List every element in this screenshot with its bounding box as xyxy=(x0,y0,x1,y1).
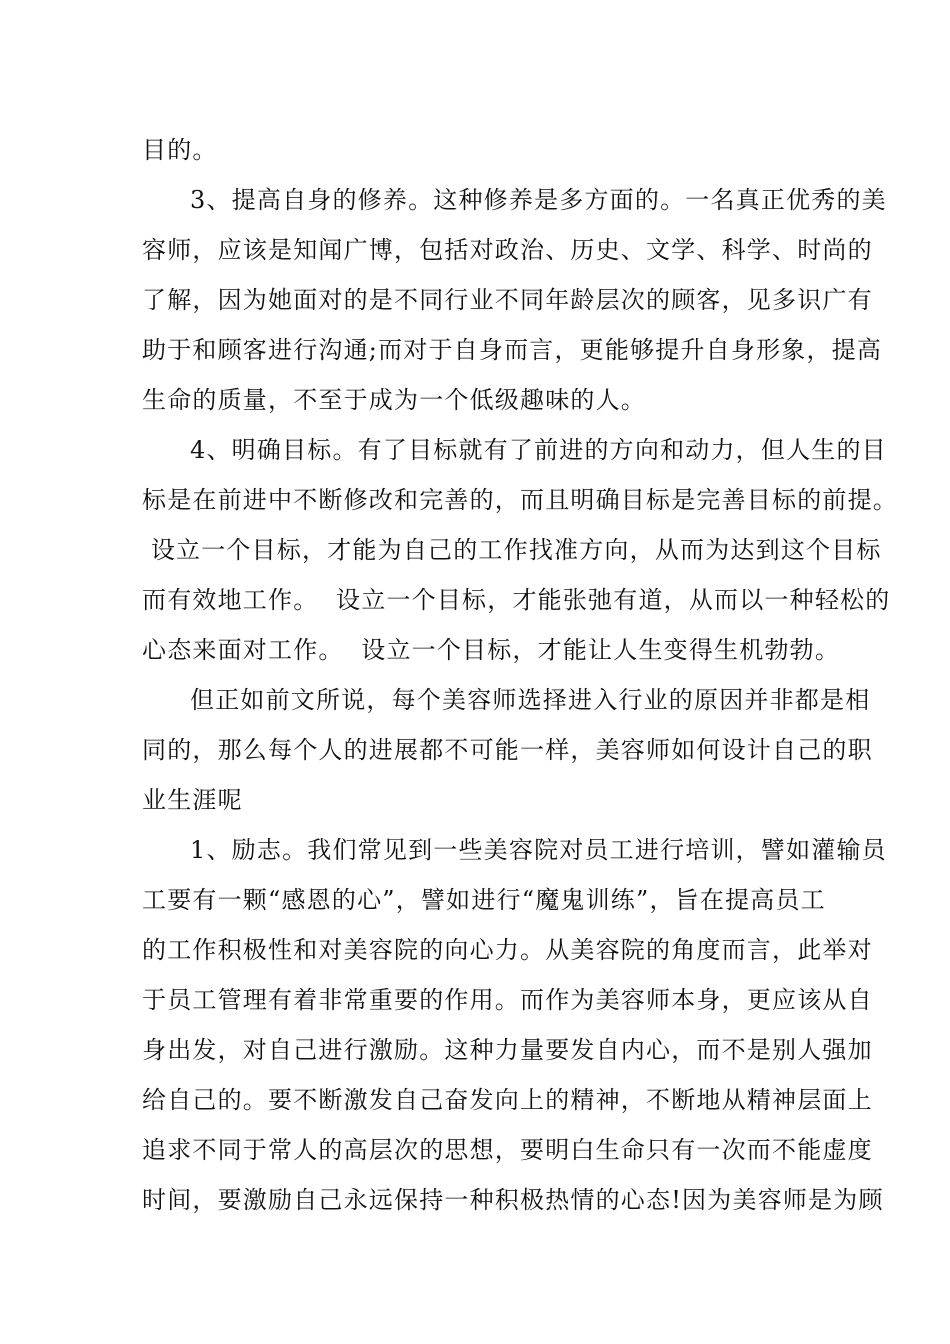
text-line: 助于和顾客进行沟通;而对于自身而言，更能够提升自身形象，提高 xyxy=(142,336,883,364)
text-line: 4、明确目标。有了目标就有了前进的方向和动力，但人生的目 xyxy=(190,436,887,464)
text-line: 生命的质量，不至于成为一个低级趣味的人。 xyxy=(142,386,646,414)
text-line: 时间，要激励自己永远保持一种积极热情的心态!因为美容师是为顾 xyxy=(142,1186,884,1214)
text-line: 目的。 xyxy=(142,136,218,164)
text-line: 的工作积极性和对美容院的向心力。从美容院的角度而言，此举对 xyxy=(142,936,873,964)
text-line: 工要有一颗“感恩的心”，譬如进行“魔鬼训练”，旨在提高员工 xyxy=(142,886,826,914)
text-line: 但正如前文所说，每个美容师选择进入行业的原因并非都是相 xyxy=(190,686,871,714)
text-line: 1、励志。我们常见到一些美容院对员工进行培训，譬如灌输员 xyxy=(190,836,887,864)
text-line: 容师，应该是知闻广博，包括对政治、历史、文学、科学、时尚的 xyxy=(142,236,873,264)
text-line: 身出发，对自己进行激励。这种力量要发自内心，而不是别人强加 xyxy=(142,1036,873,1064)
text-line: 追求不同于常人的高层次的思想，要明白生命只有一次而不能虚度 xyxy=(142,1136,873,1164)
text-line: 了解，因为她面对的是不同行业不同年龄层次的顾客，见多识广有 xyxy=(142,286,873,314)
text-line: 同的，那么每个人的进展都不可能一样，美容师如何设计自己的职 xyxy=(142,736,873,764)
text-line: 3、提高自身的修养。这种修养是多方面的。一名真正优秀的美 xyxy=(190,186,887,214)
text-line: 标是在前进中不断修改和完善的，而且明确目标是完善目标的前提。 xyxy=(142,486,898,514)
text-line: 给自己的。要不断激发自己奋发向上的精神，不断地从精神层面上 xyxy=(142,1086,873,1114)
text-line: 而有效地工作。 设立一个目标，才能张弛有道，从而以一种轻松的 xyxy=(142,586,891,614)
text-line: 业生涯呢 xyxy=(142,786,243,814)
text-line: 设立一个目标，才能为自己的工作找准方向，从而为达到这个目标 xyxy=(142,536,882,564)
text-line: 于员工管理有着非常重要的作用。而作为美容师本身，更应该从自 xyxy=(142,986,873,1014)
text-line: 心态来面对工作。 设立一个目标，才能让人生变得生机勃勃。 xyxy=(142,636,841,664)
